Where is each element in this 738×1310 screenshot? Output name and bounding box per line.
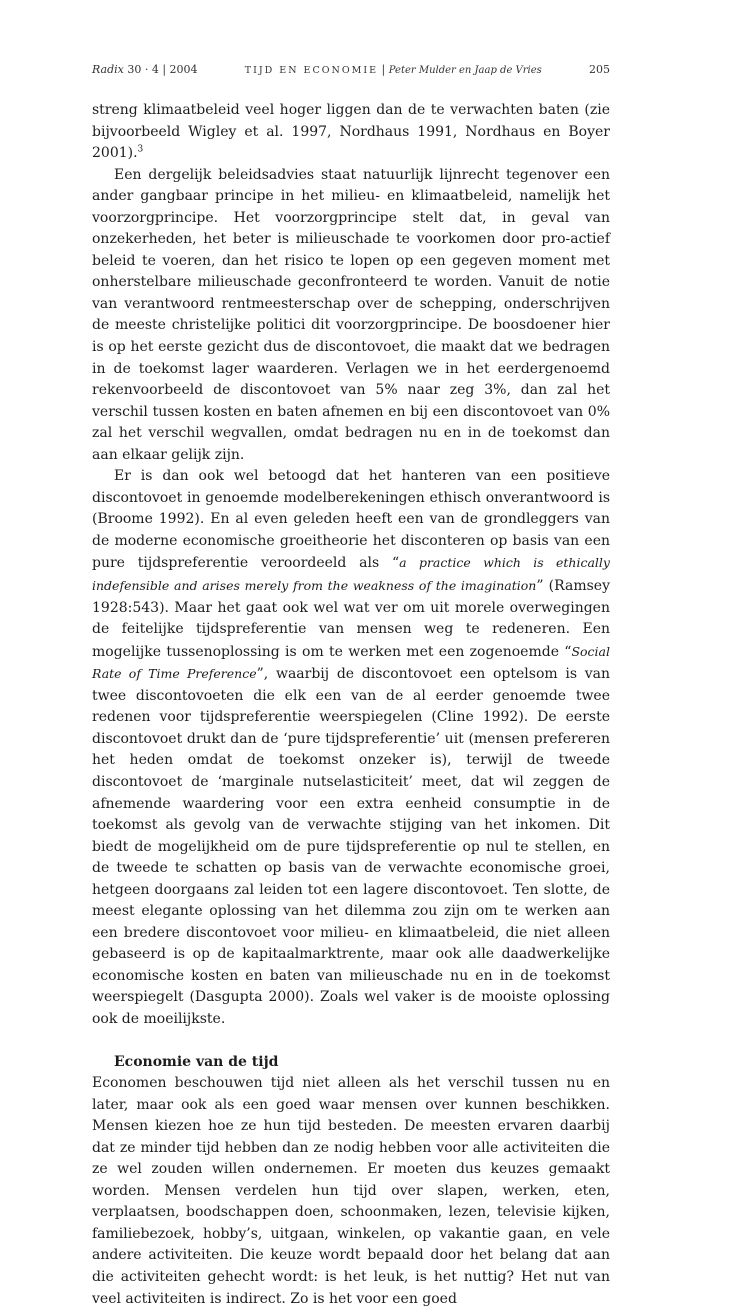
paragraph-3: Er is dan ook wel betoogd dat het hanteren van een positieve discontovoet in genoemde modelberekeningen ethisch onverantwoord is (Broome 1992). En al even geleden heeft een van de grondleggers van de moderne economische groeitheorie het disconteren op basis van een pure tijdspreferentie veroordeeld als “a practice which is ethically indefensible and arises merely from the weakness of the imagination” (Ramsey 1928:543). Maar het gaat ook wel wat ver om uit morele overwegingen de feitelijke tijdspreferentie van mensen weg te redeneren. Een mogelijke tussenoplossing is om te werken met een zogenoemde “Social Rate of Time Preference”, waarbij de discontovoet een optelsom is van twee discontovoeten die elk een van de al eerder genoemde twee redenen voor tijdspreferentie weerspiegelen (Cline 1992). De eerste discontovoet drukt dan de ‘pure tijdspreferentie’ uit (mensen prefereren het heden omdat de toekomst onzeker is), terwijl de tweede discontovoet de ‘marginale nutselasticiteit’ meet, dat wil zeggen de afnemende waardering voor een extra eenheid consumptie in de toekomst als gevolg van de verwachte stijging van het inkomen. Dit biedt de mogelijkheid om de pure tijdspreferentie op nul te stellen, en de tweede te schatten op basis van de verwachte economische groei, hetgeen doorgaans zal leiden tot een lagere discontovoet. Ten slotte, de meest elegante oplossing van het dilemma zou zijn om te werken aan een bredere discontovoet voor milieu- en klimaatbeleid, die niet alleen gebaseerd is op de kapitaalmarktrente, maar ook alle daadwerkelijke economische kosten en baten van milieuschade nu en in de toekomst weerspiegelt (Dasgupta 2000). Zoals wel vaker is de mooiste oplossing ook de moeilijkste. (92, 468, 611, 1027)
running-authors: Peter Mulder en Jaap de Vries (388, 65, 542, 76)
running-title: TIJD EN ECONOMIE (244, 65, 379, 76)
running-header (92, 63, 610, 81)
body-text (92, 100, 610, 1310)
header-separator: | (378, 63, 389, 76)
srtp-term: Social Rate of Time Preference (92, 643, 610, 682)
running-title-block (245, 63, 542, 76)
paragraph-2: Een dergelijk beleidsadvies staat natuurlijk lijnrecht tegenover een ander gangbaar principe in het milieu- en klimaatbeleid, namelijk het voorzorgprincipe. Het voorzorgprincipe stelt dat, in geval van onzekerheden, het beter is milieuschade te voorkomen door pro-actief beleid te voeren, dan het risico te lopen op een gegeven moment met onherstelbare milieuschade geconfronteerd te worden. Vanuit de notie van verantwoord rentmeesterschap over de schepping, onderschrijven de meeste christelijke politici dit voorzorgprincipe. De boosdoener hier is op het eerste gezicht dus de discontovoet, die maakt dat we bedragen in de toekomst lager waarderen. Verlagen we in het eerdergenoemd rekenvoorbeeld de discontovoet van 5% naar zeg 3%, dan zal het verschil tussen kosten en baten afnemen en bij een discontovoet van 0% zal het verschil wegvallen, omdat bedragen nu en in de toekomst dan aan elkaar gelijk zijn. (92, 166, 610, 463)
section-paragraph: Economen beschouwen tijd niet alleen als het verschil tussen nu en later, maar ook als een goed waar mensen over kunnen beschikken. Mensen kiezen hoe ze hun tijd besteden. De meesten ervaren daarbij dat ze minder tijd hebben dan ze nodig hebben voor alle activiteiten die ze wel zouden willen ondernemen. Er moeten dus keuzes gemaakt worden. Mensen verdelen hun tijd over slapen, werken, eten, verplaatsen, boodschappen doen, schoonmaken, lezen, televisie kijken, familiebezoek, hobby’s, uitgaan, winkelen, op vakantie gaan, en vele andere activiteiten. Die keuze wordt bepaald door het belang dat aan die activiteiten gehecht wordt: is het leuk, is het nuttig? Het nut van veel activiteiten is indirect. Zo is het voor een goed (92, 1075, 610, 1307)
section-heading: Economie van de tijd (114, 1053, 279, 1070)
issue-number: 30 · 4 | 2004 (127, 63, 198, 76)
footnote-ref: 3 (137, 144, 144, 155)
paragraph-1: streng klimaatbeleid veel hoger liggen dan de te verwachten baten (zie bijvoorbeeld Wigley et al. 1997, Nordhaus 1991, Nordhaus en Boyer 2001).$^3$ (92, 102, 610, 162)
ramsey-quote: a practice which is ethically indefensible and arises merely from the weakness of the imagination (92, 555, 610, 594)
journal-name: Radix (92, 63, 124, 76)
page-number: 205 (588, 63, 610, 76)
journal-issue (92, 63, 198, 76)
